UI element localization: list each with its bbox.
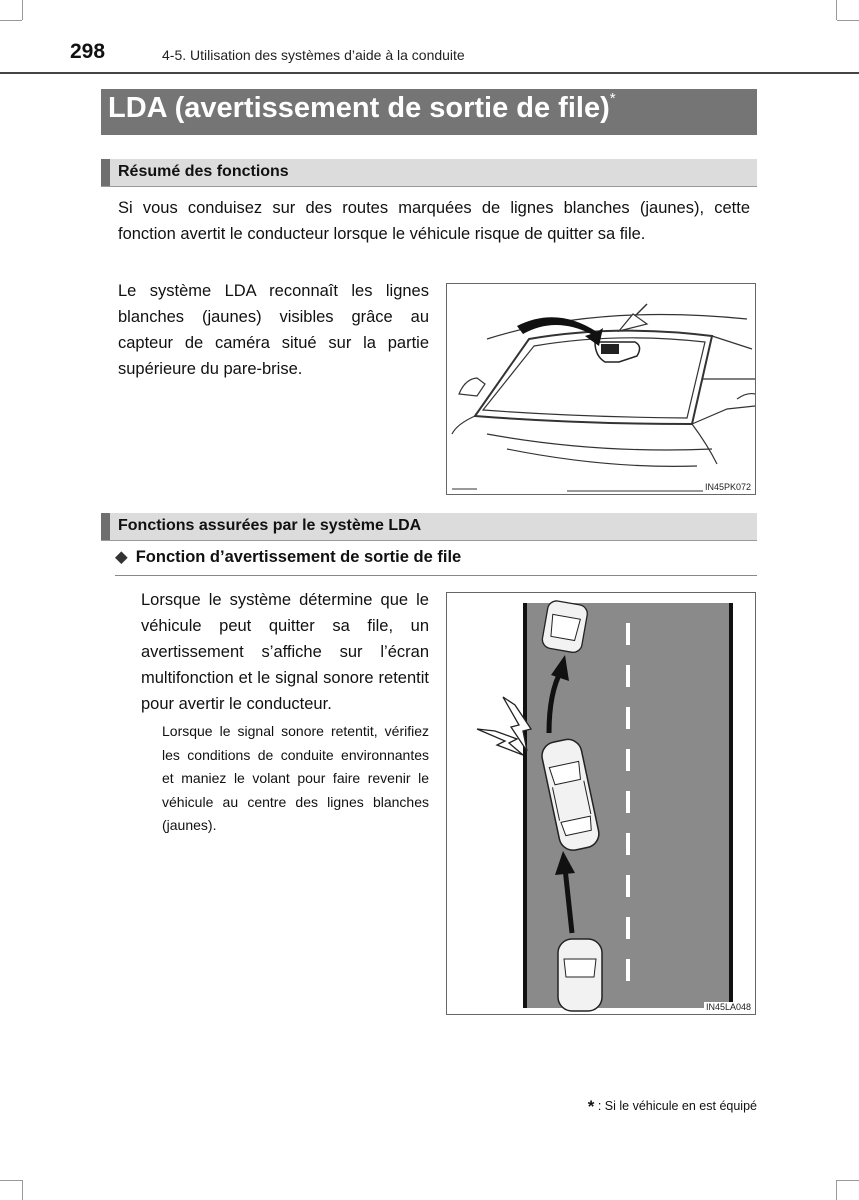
lane-departure-figure (446, 592, 756, 1015)
windshield-illustration (447, 284, 755, 494)
subheading (115, 547, 461, 567)
footnote (588, 1097, 757, 1117)
crop-mark (0, 20, 22, 21)
footnote-text: : Si le véhicule en est équipé (597, 1099, 757, 1113)
lane-departure-illustration (447, 593, 755, 1014)
figure-code: IN45LA048 (705, 1002, 751, 1012)
diamond-bullet-icon: ◆ (115, 548, 128, 566)
crop-mark (22, 1180, 23, 1200)
footnote-mark: * (587, 1097, 595, 1116)
windshield-camera-figure (446, 283, 756, 495)
page-number: 298 (70, 40, 106, 63)
warning-paragraph: Lorsque le système détermine que le véhicule peut quitter sa file, un avertissement s’affiche sur l’écran multifonction et le signal sonore retentit pour avertir le conducteur. (141, 591, 429, 713)
page-title (108, 92, 616, 125)
crop-mark (0, 1180, 22, 1181)
crop-mark (837, 20, 859, 21)
section-heading-text: Résumé des fonctions (118, 163, 289, 180)
section-heading-text: Fonctions assurées par le système LDA (118, 517, 422, 534)
crop-mark (837, 1180, 859, 1181)
title-footnote-mark: * (609, 90, 616, 107)
note-paragraph: Lorsque le signal sonore retentit, vérifiez les conditions de conduite environnantes et maniez le volant pour faire revenir le véhicule au centre des lignes blanches (jaunes). (162, 723, 429, 833)
camera-paragraph: Le système LDA reconnaît les lignes blanches (jaunes) visibles grâce au capteur de caméra situé sur la partie supérieure du pare-brise. (118, 282, 429, 378)
section-heading-functions (101, 513, 757, 541)
crop-mark (836, 1180, 837, 1200)
page-title-text: LDA (avertissement de sortie de file) (108, 92, 610, 124)
summary-paragraph: Si vous conduisez sur des routes marquées de lignes blanches (jaunes), cette fonction avertit le conducteur lorsque le véhicule risque de quitter sa file. (118, 199, 750, 243)
crop-mark (22, 0, 23, 20)
subheading-text: Fonction d’avertissement de sortie de file (135, 548, 462, 566)
section-heading-summary (101, 159, 757, 187)
running-header: 4-5. Utilisation des systèmes d’aide à la conduite (162, 47, 465, 63)
figure-code: IN45PK072 (704, 482, 751, 492)
subheading-rule (115, 575, 757, 576)
header-rule (0, 72, 859, 74)
crop-mark (836, 0, 837, 20)
